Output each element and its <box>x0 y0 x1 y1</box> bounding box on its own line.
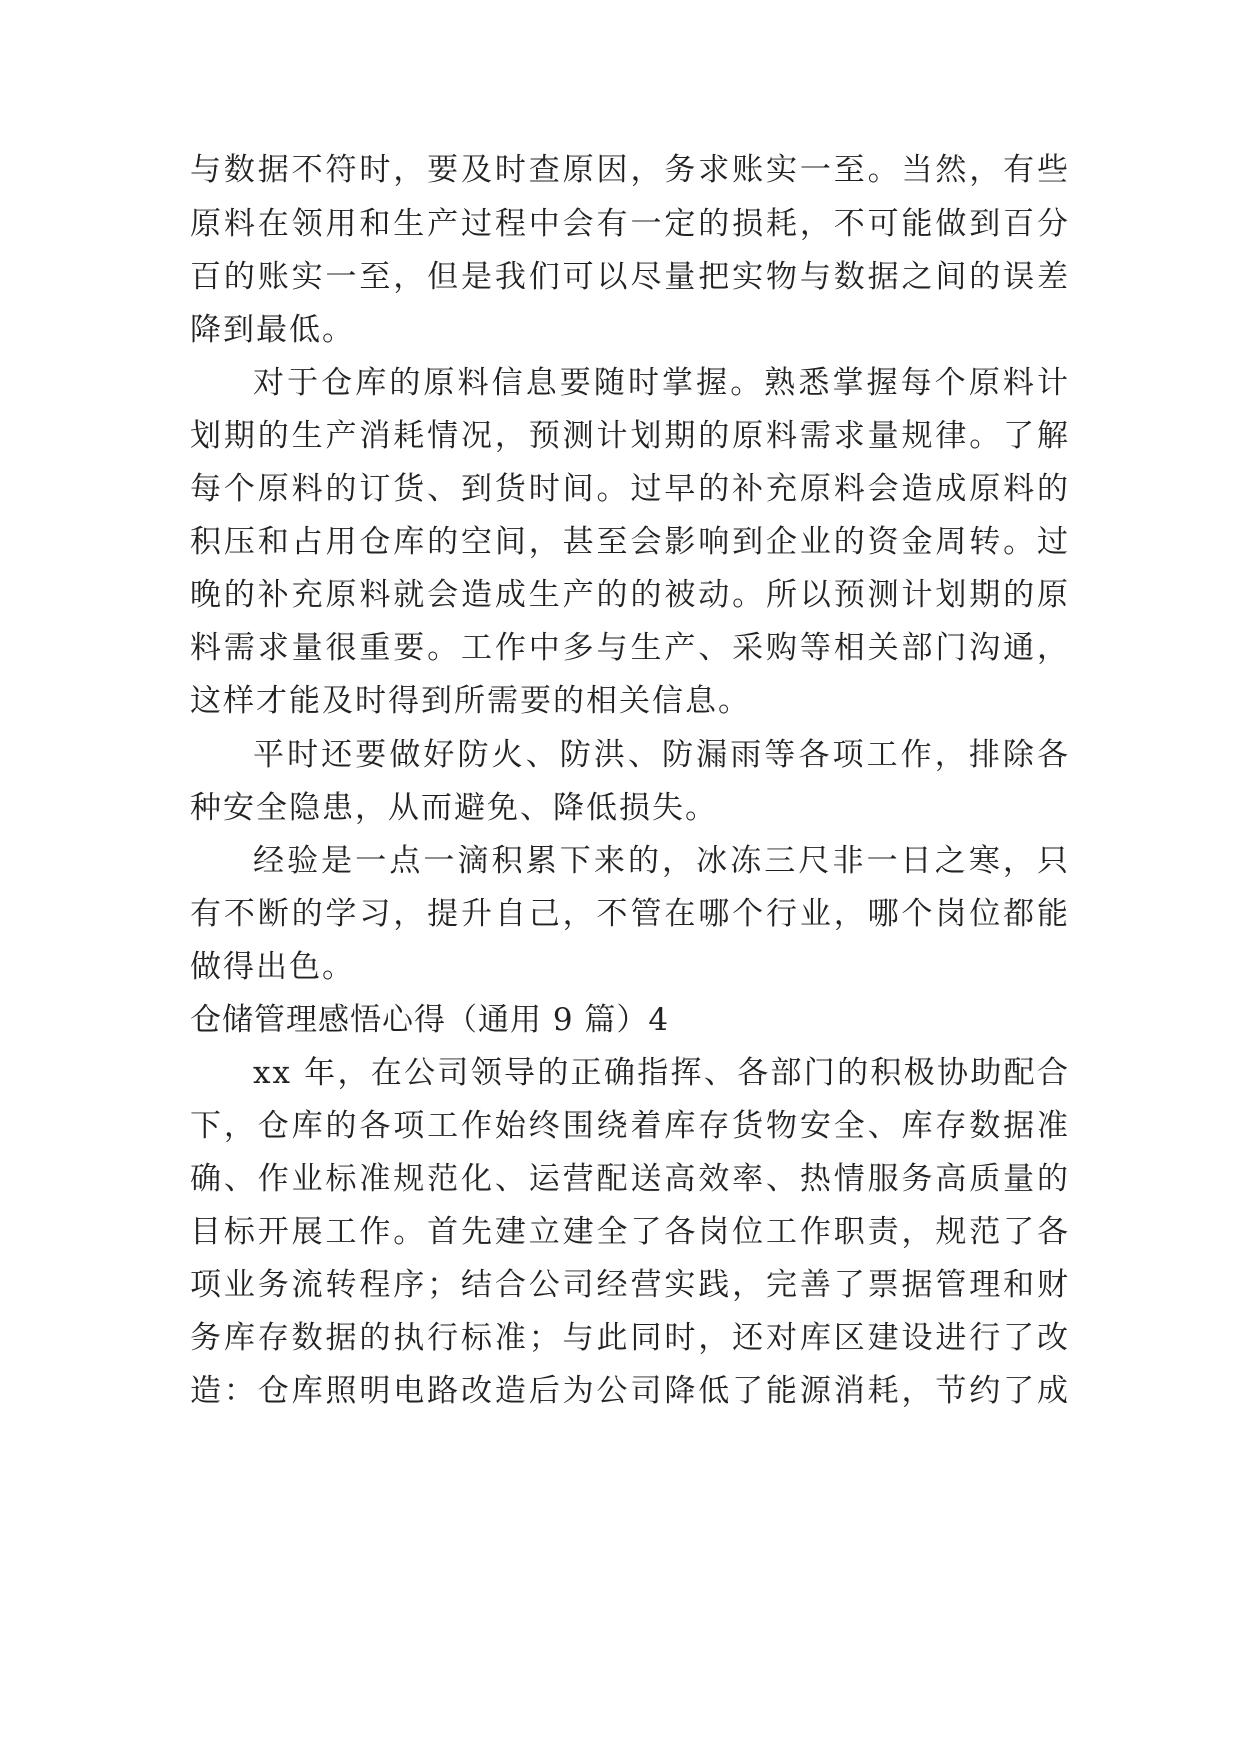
text-line: 种安全隐患，从而避免、降低损失。 <box>190 790 718 826</box>
text-line: 做得出色。 <box>190 949 355 985</box>
text-line: 与数据不符时，要及时查原因，务求账实一至。当然，有些 <box>190 152 1070 188</box>
text-line: 这样才能及时得到所需要的相关信息。 <box>190 683 751 719</box>
text-line: 百的账实一至，但是我们可以尽量把实物与数据之间的误差 <box>190 259 1070 295</box>
text-line: 划期的生产消耗情况，预测计划期的原料需求量规律。了解 <box>190 418 1070 454</box>
text-line: 造：仓库照明电路改造后为公司降低了能源消耗，节约了成 <box>190 1373 1070 1409</box>
text-line: 有不断的学习，提升自己，不管在哪个行业，哪个岗位都能 <box>190 896 1070 932</box>
text-line: 降到最低。 <box>190 312 355 348</box>
text-line: 目标开展工作。首先建立建全了各岗位工作职责，规范了各 <box>190 1214 1070 1250</box>
text-line: 下，仓库的各项工作始终围绕着库存货物安全、库存数据准 <box>190 1108 1070 1144</box>
text-line: 积压和占用仓库的空间，甚至会影响到企业的资金周转。过 <box>190 524 1070 560</box>
text-line: 晚的补充原料就会造成生产的的被动。所以预测计划期的原 <box>190 577 1070 613</box>
text-line: 料需求量很重要。工作中多与生产、采购等相关部门沟通， <box>190 630 1070 666</box>
text-line: 每个原料的订货、到货时间。过早的补充原料会造成原料的 <box>190 471 1070 507</box>
text-line: 确、作业标准规范化、运营配送高效率、热情服务高质量的 <box>190 1161 1070 1197</box>
text-line: 项业务流转程序；结合公司经营实践，完善了票据管理和财 <box>190 1267 1070 1303</box>
paragraph-first-line: 平时还要做好防火、防洪、防漏雨等各项工作，排除各 <box>253 737 1070 773</box>
paragraph-first-line: 对于仓库的原料信息要随时掌握。熟悉掌握每个原料计 <box>253 365 1070 401</box>
paragraph-first-line: 经验是一点一滴积累下来的，冰冻三尺非一日之寒，只 <box>253 843 1070 879</box>
text-line: 务库存数据的执行标准；与此同时，还对库区建设进行了改 <box>190 1320 1070 1356</box>
paragraph-first-line: xx 年，在公司领导的正确指挥、各部门的积极协助配合 <box>253 1055 1070 1091</box>
text-line: 原料在领用和生产过程中会有一定的损耗，不可能做到百分 <box>190 206 1070 242</box>
section-heading: 仓储管理感悟心得（通用 9 篇）4 <box>190 1002 670 1038</box>
